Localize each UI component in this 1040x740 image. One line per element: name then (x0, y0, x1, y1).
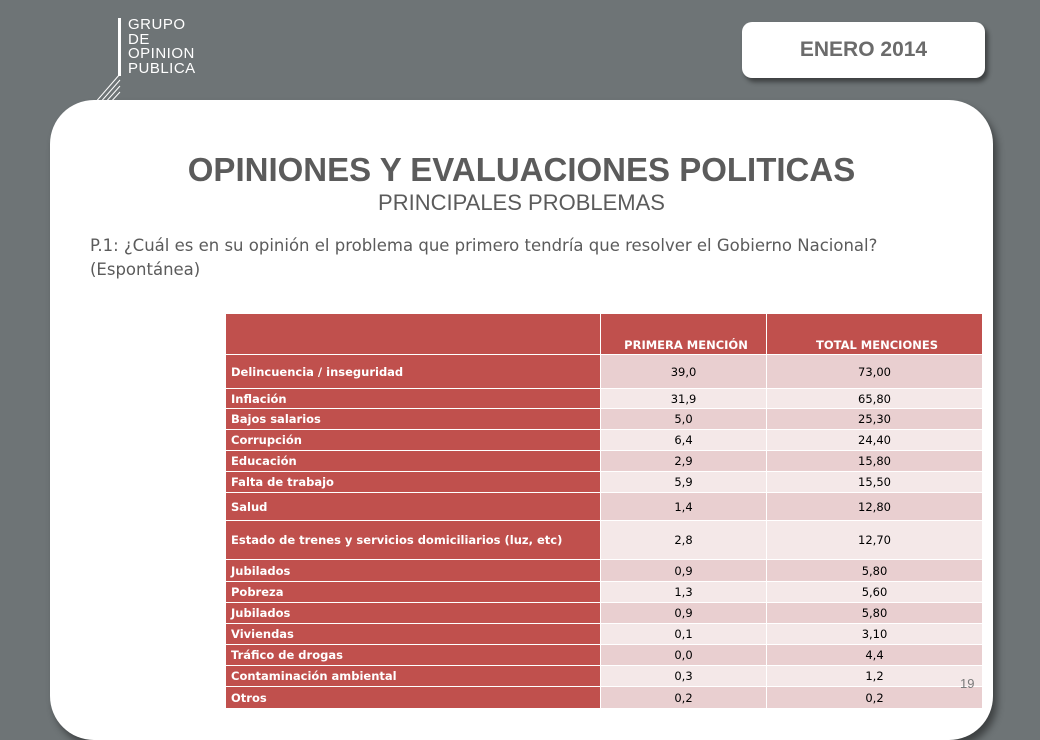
row-label: Delincuencia / inseguridad (226, 355, 601, 389)
logo-line: OPINION (128, 45, 195, 62)
table-row (226, 582, 983, 603)
total-menciones-value: 65,80 (767, 389, 983, 409)
column-header (226, 314, 601, 355)
row-label: Tráfico de drogas (226, 645, 601, 666)
logo-line: GRUPO (128, 16, 186, 33)
logo (92, 14, 202, 104)
row-label: Jubilados (226, 603, 601, 624)
column-header-total: TOTAL MENCIONES (767, 314, 983, 355)
primera-mencion-value: 0,9 (601, 560, 767, 582)
total-menciones-value: 73,00 (767, 355, 983, 389)
page-number: 19 (960, 676, 975, 691)
table-row (226, 603, 983, 624)
total-menciones-value: 15,80 (767, 451, 983, 472)
row-label: Corrupción (226, 430, 601, 451)
table-row (226, 472, 983, 493)
row-label: Otros (226, 687, 601, 709)
primera-mencion-value: 0,2 (601, 687, 767, 709)
logo-mark-icon (92, 14, 132, 104)
table-header-row (226, 314, 983, 355)
table-row (226, 389, 983, 409)
row-label: Estado de trenes y servicios domiciliarios (luz, etc) (226, 521, 601, 560)
total-menciones-value: 4,4 (767, 645, 983, 666)
primera-mencion-value: 1,3 (601, 582, 767, 603)
total-menciones-value: 1,2 (767, 666, 983, 687)
total-menciones-value: 0,2 (767, 687, 983, 709)
primera-mencion-value: 6,4 (601, 430, 767, 451)
table-row (226, 624, 983, 645)
total-menciones-value: 12,70 (767, 521, 983, 560)
row-label: Falta de trabajo (226, 472, 601, 493)
primera-mencion-value: 2,9 (601, 451, 767, 472)
total-menciones-value: 5,60 (767, 582, 983, 603)
table-row (226, 666, 983, 687)
results-table (225, 313, 983, 709)
total-menciones-value: 12,80 (767, 493, 983, 521)
primera-mencion-value: 0,3 (601, 666, 767, 687)
table-row (226, 560, 983, 582)
row-label: Pobreza (226, 582, 601, 603)
primera-mencion-value: 0,1 (601, 624, 767, 645)
row-label: Viviendas (226, 624, 601, 645)
total-menciones-value: 24,40 (767, 430, 983, 451)
page-subtitle: PRINCIPALES PROBLEMAS (378, 190, 665, 215)
table-row (226, 521, 983, 560)
table-row (226, 355, 983, 389)
row-label: Inflación (226, 389, 601, 409)
total-menciones-value: 25,30 (767, 409, 983, 430)
logo-line: PUBLICA (128, 59, 196, 77)
page-title: OPINIONES Y EVALUACIONES POLITICAS (187, 151, 856, 188)
primera-mencion-value: 5,0 (601, 409, 767, 430)
date-badge: ENERO 2014 (742, 22, 985, 78)
primera-mencion-value: 2,8 (601, 521, 767, 560)
table-row (226, 451, 983, 472)
column-header-primera: PRIMERA MENCIÓN (601, 314, 767, 355)
primera-mencion-value: 1,4 (601, 493, 767, 521)
primera-mencion-value: 0,9 (601, 603, 767, 624)
row-label: Bajos salarios (226, 409, 601, 430)
total-menciones-value: 5,80 (767, 560, 983, 582)
total-menciones-value: 3,10 (767, 624, 983, 645)
row-label: Contaminación ambiental (226, 666, 601, 687)
logo-line: DE (128, 30, 150, 48)
table-row (226, 430, 983, 451)
primera-mencion-value: 39,0 (601, 355, 767, 389)
total-menciones-value: 15,50 (767, 472, 983, 493)
table-row (226, 409, 983, 430)
row-label: Salud (226, 493, 601, 521)
primera-mencion-value: 31,9 (601, 389, 767, 409)
survey-question: P.1: ¿Cuál es en su opinión el problema que primero tendría que resolver el Gobierno Nacional? (Espontánea) (90, 236, 878, 279)
primera-mencion-value: 0,0 (601, 645, 767, 666)
row-label: Jubilados (226, 560, 601, 582)
row-label: Educación (226, 451, 601, 472)
total-menciones-value: 5,80 (767, 603, 983, 624)
primera-mencion-value: 5,9 (601, 472, 767, 493)
logo-text (128, 18, 196, 76)
table-row (226, 493, 983, 521)
table-row (226, 687, 983, 709)
table-row (226, 645, 983, 666)
